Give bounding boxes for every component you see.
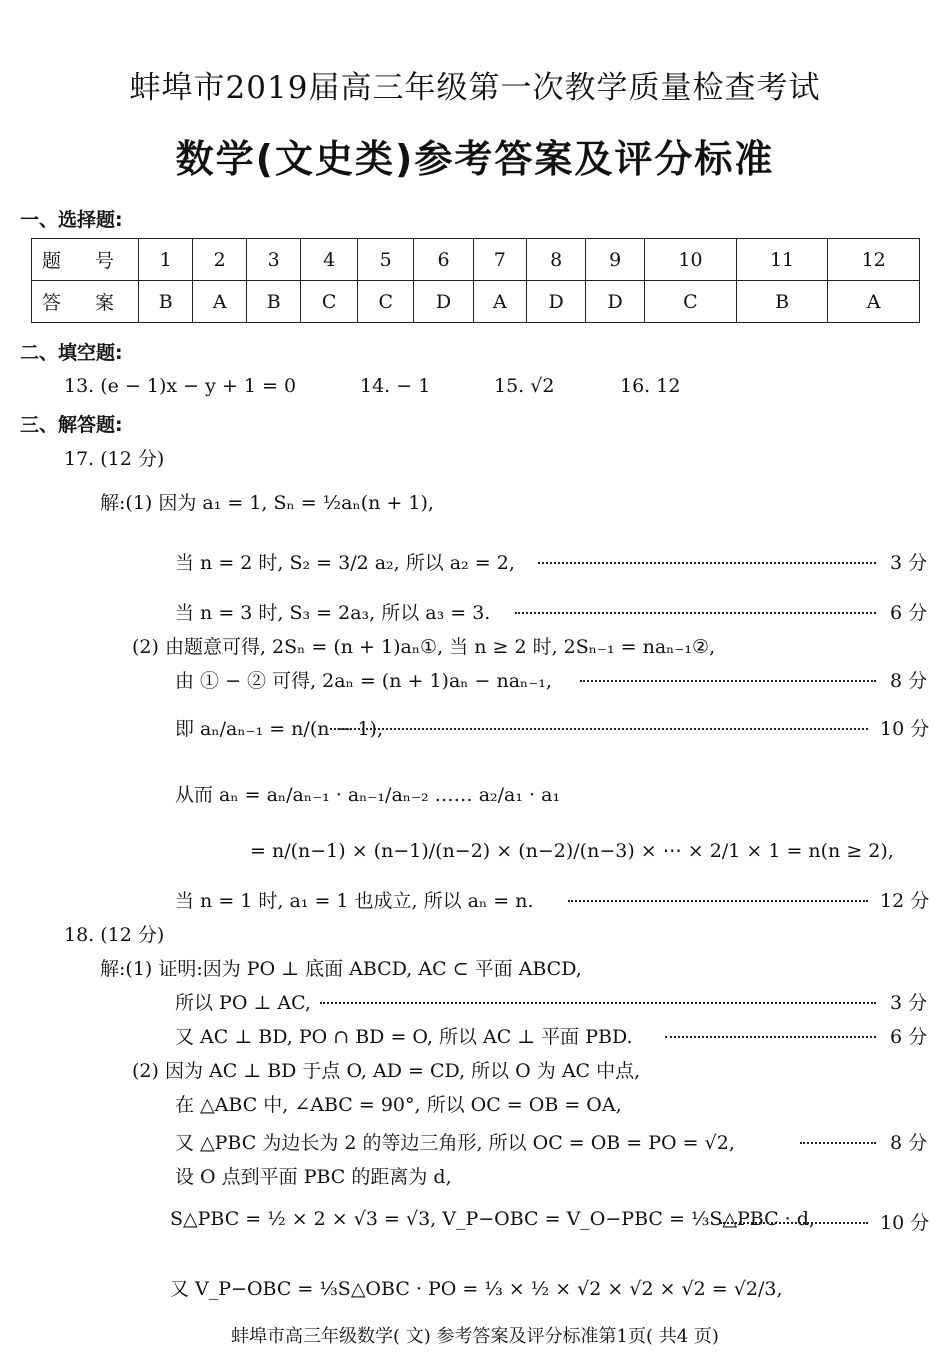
- points-badge: 6 分: [890, 602, 928, 624]
- p17-line1: 解:(1) 因为 a₁ = 1, Sₙ = ½aₙ(n + 1),: [100, 492, 434, 514]
- points-badge: 8 分: [890, 670, 928, 692]
- table-row-answers: [32, 281, 920, 323]
- answer-15: [494, 375, 554, 397]
- dotted-leader: [538, 562, 876, 564]
- table-cell: 6: [414, 239, 473, 281]
- p18-line1: 解:(1) 证明:因为 PO ⊥ 底面 ABCD, AC ⊂ 平面 ABCD,: [100, 958, 582, 980]
- table-cell: 12: [828, 239, 920, 281]
- dotted-leader: [665, 1036, 876, 1038]
- table-cell: B: [736, 281, 828, 323]
- points-badge: 10 分: [880, 718, 930, 740]
- p17-line3: 当 n = 3 时, S₃ = 2a₃, 所以 a₃ = 3.: [175, 602, 491, 624]
- table-cell: 10: [645, 239, 737, 281]
- p18-line8: S△PBC = ½ × 2 × √3 = √3, V_P−OBC = V_O−PBC = ⅓S△PBC · d,: [170, 1208, 815, 1230]
- problem-17-label: 17. (12 分): [64, 448, 165, 470]
- section-heading-solve: 三、解答题:: [20, 414, 123, 436]
- p17-line8: = n/(n−1) × (n−1)/(n−2) × (n−2)/(n−3) × ⋯ × 2/1 × 1 = n(n ≥ 2),: [250, 840, 894, 862]
- points-badge: 3 分: [890, 552, 928, 574]
- dotted-leader: [720, 1222, 868, 1224]
- points-badge: 6 分: [890, 1026, 928, 1048]
- section-heading-fill: 二、填空题:: [20, 342, 123, 364]
- p17-line4: (2) 由题意可得, 2Sₙ = (n + 1)aₙ①, 当 n ≥ 2 时, 2Sₙ₋₁ = naₙ₋₁②,: [132, 636, 716, 658]
- p18-line9: 又 V_P−OBC = ⅓S△OBC · PO = ⅓ × ½ × √2 × √2 × √2 = √2/3,: [170, 1278, 783, 1300]
- p18-line6: 又 △PBC 为边长为 2 的等边三角形, 所以 OC = OB = PO = √2,: [175, 1132, 735, 1154]
- table-cell: A: [193, 281, 247, 323]
- table-cell: 5: [357, 239, 414, 281]
- answer-13: 13. (e − 1)x − y + 1 = 0: [64, 375, 297, 397]
- table-cell: D: [527, 281, 586, 323]
- p17-line2: 当 n = 2 时, S₂ = 3/2 a₂, 所以 a₂ = 2,: [175, 552, 515, 574]
- row-label-answer: 答 案: [32, 281, 139, 323]
- page-footer: 蚌埠市高三年级数学( 文) 参考答案及评分标准第1页( 共4 页): [231, 1326, 719, 1347]
- answer-table: [31, 238, 920, 323]
- dotted-leader: [330, 728, 868, 730]
- table-cell: D: [586, 281, 645, 323]
- dotted-leader: [515, 612, 876, 614]
- p18-line4: (2) 因为 AC ⊥ BD 于点 O, AD = CD, 所以 O 为 AC 中点,: [132, 1060, 641, 1082]
- problem-18-label: 18. (12 分): [64, 924, 165, 946]
- dotted-leader: [320, 1002, 876, 1004]
- table-cell: 8: [527, 239, 586, 281]
- table-cell: B: [139, 281, 193, 323]
- table-cell: A: [473, 281, 527, 323]
- answer-14: 14. − 1: [360, 375, 431, 397]
- answer-16: 16. 12: [620, 375, 681, 397]
- dotted-leader: [580, 680, 876, 682]
- table-cell: 7: [473, 239, 527, 281]
- points-badge: 8 分: [890, 1132, 928, 1154]
- table-cell: 2: [193, 239, 247, 281]
- p17-line9: 当 n = 1 时, a₁ = 1 也成立, 所以 aₙ = n.: [175, 890, 534, 912]
- points-badge: 10 分: [880, 1212, 930, 1234]
- table-cell: D: [414, 281, 473, 323]
- section-heading-choice: 一、选择题:: [20, 209, 123, 231]
- p17-line6: 即 aₙ/aₙ₋₁ = n/(n − 1),: [175, 718, 384, 740]
- dotted-leader: [568, 900, 868, 902]
- document-subtitle: 数学(文史类)参考答案及评分标准: [175, 137, 775, 181]
- points-badge: 12 分: [880, 890, 930, 912]
- table-cell: B: [247, 281, 301, 323]
- table-cell: C: [357, 281, 414, 323]
- table-cell: C: [301, 281, 358, 323]
- answer-15-value: √2: [530, 375, 555, 397]
- table-cell: 3: [247, 239, 301, 281]
- points-badge: 3 分: [890, 992, 928, 1014]
- table-cell: 9: [586, 239, 645, 281]
- table-cell: 4: [301, 239, 358, 281]
- table-cell: A: [828, 281, 920, 323]
- p17-line7: 从而 aₙ = aₙ/aₙ₋₁ · aₙ₋₁/aₙ₋₂ …… a₂/a₁ · a₁: [175, 784, 561, 806]
- table-cell: C: [645, 281, 737, 323]
- p18-line3: 又 AC ⊥ BD, PO ∩ BD = O, 所以 AC ⊥ 平面 PBD.: [175, 1026, 633, 1048]
- p18-line7: 设 O 点到平面 PBC 的距离为 d,: [175, 1166, 452, 1188]
- p17-line5: 由 ① − ② 可得, 2aₙ = (n + 1)aₙ − naₙ₋₁,: [175, 670, 552, 692]
- p18-line2: 所以 PO ⊥ AC,: [175, 992, 311, 1014]
- table-row-numbers: [32, 239, 920, 281]
- answer-15-label: 15.: [494, 375, 525, 397]
- row-label-number: 题 号: [32, 239, 139, 281]
- table-cell: 11: [736, 239, 828, 281]
- document-title: 蚌埠市2019届高三年级第一次教学质量检查考试: [129, 70, 821, 106]
- table-cell: 1: [139, 239, 193, 281]
- p18-line5: 在 △ABC 中, ∠ABC = 90°, 所以 OC = OB = OA,: [175, 1094, 622, 1116]
- dotted-leader: [800, 1142, 876, 1144]
